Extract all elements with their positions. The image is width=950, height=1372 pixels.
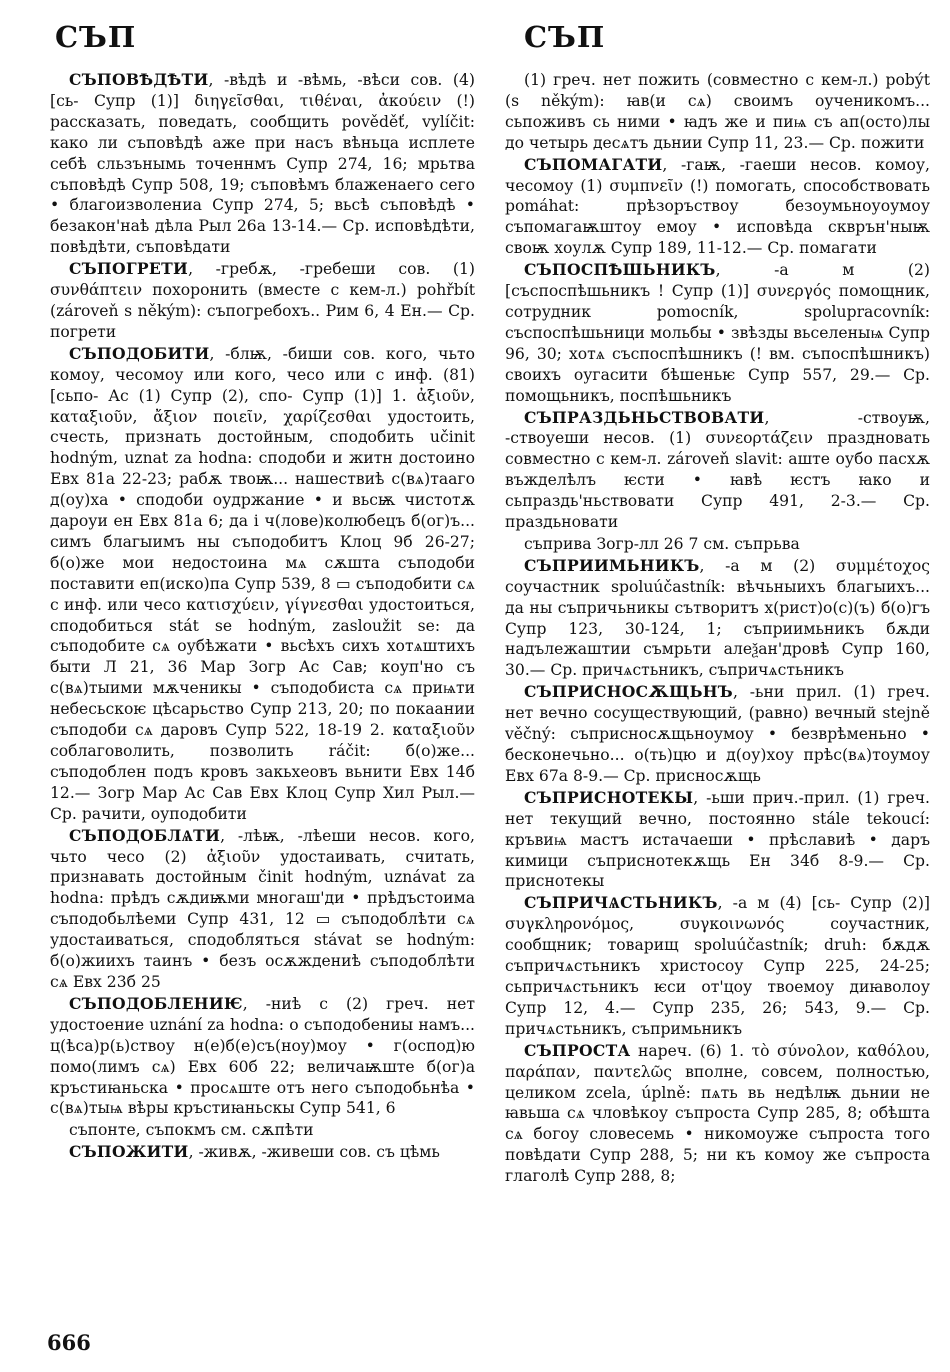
right-column	[505, 70, 930, 1188]
entry-body: , -ьни прил. (1) греч. нет вечно сосуществующий, (равно) вечный stejně věčný: съприсносѫщьноумоу • безврѣменьно • бесконечьно... о(ть)цю и д(оу)хоу прѣс(вѧ)тоумоу Евх 67а 8-9.— Ср. присносѫщь	[505, 683, 930, 785]
entry-body: , -живѫ, -живеши сов. съ цѣмь	[188, 1143, 440, 1162]
entry-headword: СЪПОСПѢШЬНИКЪ	[524, 260, 716, 280]
dictionary-entry	[50, 826, 475, 993]
entry-body: (1) греч. нет пожить (совместно с кем-л.) pobýt (s někým): ꙗв(и сѧ) своимъ оученикомъ... сьпоживъ сь ними • ꙗдъ же и пиѩ съ ап(осто)лы до четырь десѧтъ дьнии Супр 11, 23.— Ср. пожити	[505, 71, 930, 152]
dictionary-entry	[50, 994, 475, 1119]
entry-headword: СЪПРИЧѦСТЬНИКЪ	[524, 893, 718, 913]
entry-headword: СЪПОДОБИТИ	[69, 343, 210, 363]
left-column	[50, 70, 475, 1164]
dictionary-entry	[505, 260, 930, 406]
entry-headword: СЪПРИСНОТЕКЫ	[524, 787, 694, 807]
entry-headword: СЪПРИИМЬНИКЪ	[524, 555, 700, 575]
running-head-left: СЪП	[55, 20, 137, 54]
entry-body: съпонте, съпокмъ см. сѫпѣти	[69, 1121, 314, 1140]
entry-body: , -а м (2) [съспоспѣшьникъ ! Супр (1)] συνεργός помощник, сотрудник pomocník, spolupracovník: съспоспѣшьници мольбы • звѣзды вьселеныѩ Супр 96, 30; хотѧ съспоспѣшникъ (! вм. съпоспѣшникъ) своихъ оугасити бѣшеньѥ Супр 557, 29.— Ср. помощьникъ, поспѣшьникъ	[505, 261, 930, 405]
dictionary-entry	[505, 893, 930, 1039]
dictionary-entry	[505, 155, 930, 260]
entry-headword: СЪПОДОБЛѦТИ	[69, 825, 221, 845]
entry-body: , -ниѣ с (2) греч. нет удостоение uznání za hodna: о съподобениы намъ... ц(ѣса)р(ь)ствоу н(е)б(е)съ(ноу)моу • г(оспод)ю помо(лимъ сѧ) Евх 60б 22; величаѭште б(ог)а кръстиꙗньска • просѧште отъ него съподобьнѣа • с(вѧ)тыѩ вѣры кръстиꙗньскы Супр 541, 6	[50, 994, 475, 1118]
running-head-right: СЪП	[524, 20, 606, 54]
dictionary-entry	[50, 259, 475, 343]
entry-headword: СЪПОЖИТИ	[69, 1142, 189, 1162]
entry-body: , -блѭ, -биши сов. кого, чьто комоу, чесомоу или кого, чесо или с инф. (81) [сьпо- Ас (1) Супр (2), спо- Супр (1)] 1. ἀξιοῦν, καταξιοῦν, ἄξιον ποιεῖν, χαρίζεσθαι удостоить, счесть, признать достойным, сподобить učinit hodným, uznat za hodna: сподоби и житн достоино Евх 81а 22-23; рабѫ твоѭ... нашествиѣ с(вѧ)тааго д(оу)ха • сподоби оудржание • и вьсѭ чистотѫ дароуи ен Евх 81а 6; да i ч(лове)колюбецъ б(ог)ъ... симъ благыимъ ны съподобитъ Клоц 9б 26-27; б(о)же мои недостоина мѧ сѫшта съподоби поставити еп(иско)па Супр 539, 8 ▭ съподобити сѧ с инф. или чесо κατισχύειν, γίγνεσθαι удостоиться, сподобиться stát se hodným, zasloužit se: да съподобите сѧ оубѣжати • вьсѣхъ сихъ хотѧштихъ быти Л 21, 36 Мар Зогр Ас Сав; коуп'но съ с(вѧ)тыими мѫченикы • съподобиста сѧ приѩти небесьскоѥ цѣсарьство Супр 213, 20; по покаании съподоби сѧ даровъ Супр 522, 18-19 2. καταξιοῦν соблаговолить, позволить ráčit: б(о)же... съподоблен подъ кровъ закьхеовъ вьнити Евх 14б 12.— Зогр Мар Ас Сав Евх Клоц Супр Хил Рыл.— Ср. рачити, оуподобити	[50, 344, 475, 823]
entry-headword: СЪПРАЗДЬНЬСТВОВАТИ	[524, 407, 765, 427]
entry-headword: СЪПРИСНОСѪЩЬНЪ	[524, 682, 733, 702]
dictionary-entry	[50, 344, 475, 825]
entry-body: , -ствоуѭ, -ствоуеши несов. (1) συνεορτάζειν праздновать совместно с кем-л. zároveň slavit: аште оубо пасхѫ въжделѣлъ ѥсти • ꙗвѣ ѥстъ ꙗко и сьпраздь'ньствовати Супр 491, 2-3.— Ср. праздьновати	[505, 408, 930, 532]
entry-headword: СЪПОГРЕТИ	[69, 259, 189, 279]
entry-body: съприва Зогр-лл 26 7 см. съпрьва	[524, 534, 800, 553]
dictionary-entry	[505, 682, 930, 787]
dictionary-entry	[505, 556, 930, 681]
entry-body: , -гребѫ, -гребеши сов. (1) συνθάπτειν похоронить (вместе с кем-л.) pohřbít (zároveň s někým): съпогребохъ.. Рим 6, 4 Ен.— Ср. погрети	[50, 260, 475, 341]
dictionary-entry	[505, 534, 930, 555]
entry-body: , -вѣдѣ и -вѣмь, -вѣси сов. (4) [сь- Супр (1)] διηγεῖσθαι, τιθέναι, ἀκούειν (!) рассказать, поведать, сообщить pověděť, vylíčit: како ли съповѣдѣ аже при насъ вѣньца исплете себѣ сльзънымь точеннмъ Супр 274, 16; мрьтва съповѣдѣ Супр 508, 19; съповѣмъ блаженаего сего • благоизволениа Супр 274, 5; вьсѣ съповѣдѣ • безакон'наѣ дѣла Рыл 26а 13-14.— Ср. исповѣдѣти, повѣдѣти, съповѣдати	[50, 71, 475, 257]
dictionary-entry	[505, 1041, 930, 1187]
entry-body: , -лѣѭ, -лѣеши несов. кого, чьто чесо (2) ἀξιοῦν удостаивать, считать, признавать достойным činit hodným, uznávat za hodna: прѣдъ сѫдиѭми многаш'ди • прѣдъстоима съподобьлѣеми Супр 431, 12 ▭ съподоблѣти сѧ удостаиваться, сподобляться stávat se hodným: б(о)жиихъ таинъ • безъ осѫждениѣ съподоблѣти сѧ Евх 23б 25	[50, 826, 475, 991]
dictionary-entry	[50, 1142, 475, 1163]
entry-headword: СЪПОМАГАТИ	[524, 154, 663, 174]
entry-headword: СЪПОВѢДѢТИ	[69, 70, 209, 89]
dictionary-entry	[50, 1120, 475, 1141]
dictionary-entry	[505, 788, 930, 893]
entry-body: , -гаѭ, -гаеши несов. комоу, чесомоу (1) συμπνεῖν (!) помогать, способствовать pomáhat: прѣзоръствоу безоумьноуоумоу съпомагаѭштоу емоу • исповѣда скврън'ныѭ своѭ хоулѫ Супр 189, 11-12.— Ср. помагати	[505, 155, 930, 258]
entry-body: , -а м (2) συμμέτοχος соучастник spoluúčastník: вѣчьныихъ благыихъ... да ны съпричьникы сътворитъ х(рист)о(с)(ъ) б(о)гъ Супр 123, 30-124, 1; съприимьникъ бѫди надълежаштии съмрьти алеѯан'дровѣ Супр 160, 30.— Ср. причѧстьникъ, съпричѧстьникъ	[505, 556, 930, 680]
entry-body: нареч. (6) 1. τὸ σύνολον, καθόλου, παράπαν, παντελῶς вполне, совсем, полностью, целиком zcela, úplně: пѧть вь недѣлѭ дьнии не ꙗвьша сѧ чловѣкоу съпроста Супр 285, 8; обѣшта сѧ богоу словесемь • никомоуже съпроста того повѣдати Супр 288, 5; ни къ комоу же съпроста глаголѣ Супр 288, 8;	[505, 1041, 930, 1186]
entry-headword: СЪПОДОБЛЕНИѤ	[69, 993, 243, 1013]
dictionary-entry	[505, 408, 930, 533]
entry-body: , -а м (4) [сь- Супр (2)] συγκληρονόμος, συγκοινωνός соучастник, сообщник; товарищ spoluúčastník; druh: бѫдѫ съпричѧстьникъ христосоу Супр 225, 24-25; сьпричѧстьникъ ѥси от'цоу твоемоу диꙗволоу Супр 12, 4.— Супр 235, 26; 543, 9.— Ср. причѧстьникъ, съпримьникъ	[505, 894, 930, 1038]
entry-body: , -ьши прич.-прил. (1) греч. нет текущий вечно, постоянно stále tekoucí: кръвиѩ мастъ истачаеши • прѣславиѣ • даръ кимици съприснотекѫщь Ен 34б 8-9.— Ср. приснотекы	[505, 788, 930, 891]
dictionary-entry	[505, 70, 930, 154]
dictionary-entry	[50, 70, 475, 258]
entry-headword: СЪПРОСТА	[524, 1040, 631, 1060]
page-number: 666	[47, 1330, 91, 1355]
